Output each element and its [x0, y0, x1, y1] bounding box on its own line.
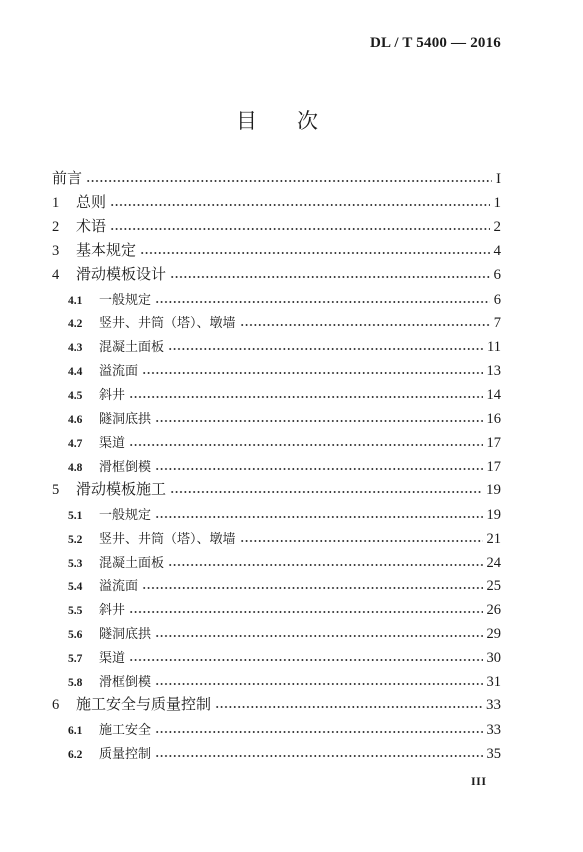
toc-entry-title: 滑动模板施工 [76, 481, 167, 498]
toc-entry-page: 25 [486, 578, 501, 595]
toc-leader-dots [170, 490, 482, 494]
toc-entry-title: 渠道 [99, 650, 126, 666]
standard-code-header: DL / T 5400 — 2016 [370, 35, 501, 51]
toc-entry-title: 溢流面 [99, 363, 139, 379]
toc-entry-foreword [52, 168, 501, 192]
toc-entry-page: 2 [493, 218, 501, 235]
toc-subentry [52, 598, 501, 622]
toc-entry-number: 2 [52, 218, 60, 235]
toc-leader-dots [129, 443, 482, 447]
toc-entry-number: 4.6 [68, 414, 83, 427]
toc-entry-number: 4.5 [68, 390, 83, 403]
toc-entry-title: 滑框倒模 [99, 674, 152, 690]
toc-subentry [52, 622, 501, 646]
toc-leader-dots [155, 515, 482, 519]
toc-subentry [52, 646, 501, 670]
toc-subentry [52, 551, 501, 575]
toc-leader-dots [155, 730, 482, 734]
toc-entry [52, 479, 501, 503]
toc-entry-page: 7 [493, 315, 501, 332]
toc-entry-title: 基本规定 [76, 242, 137, 259]
toc-entry-number: 5.2 [68, 533, 83, 546]
toc-entry [52, 216, 501, 240]
toc-entry-page: 31 [486, 674, 501, 691]
toc-leader-dots [155, 754, 482, 758]
toc-entry-page: 4 [493, 242, 501, 259]
toc-entry-title: 隧洞底拱 [99, 411, 152, 427]
toc-subentry [52, 311, 501, 335]
toc-subentry [52, 407, 501, 431]
toc-leader-dots [129, 610, 482, 614]
toc-entry-title: 总则 [76, 194, 107, 211]
toc-entry-page: 13 [486, 363, 501, 380]
toc-leader-dots [142, 371, 482, 375]
toc-subentry [52, 431, 501, 455]
toc-entry-number: 5.5 [68, 605, 83, 618]
toc-subentry [52, 718, 501, 742]
toc-entry-title: 混凝土面板 [99, 339, 165, 355]
toc-entry-page: 33 [486, 696, 501, 713]
toc-leader-dots [168, 347, 483, 351]
toc-entry-number: 4.2 [68, 318, 83, 331]
toc-entry-number: 4.3 [68, 342, 83, 355]
toc-entry-number: 6 [52, 696, 60, 713]
toc-entry-title: 混凝土面板 [99, 554, 165, 570]
toc-entry-page: 33 [486, 721, 501, 738]
toc-leader-dots [129, 658, 482, 662]
toc-entry-number: 5.8 [68, 677, 83, 690]
toc-subentry [52, 503, 501, 527]
toc-entry-number: 5.7 [68, 653, 83, 666]
toc-entry-number: 5 [52, 481, 60, 498]
toc-entry-number: 1 [52, 194, 60, 211]
toc-entry-number: 6.1 [68, 724, 83, 737]
toc-entry-title: 施工安全与质量控制 [76, 696, 212, 713]
toc-subentry [52, 574, 501, 598]
toc-subentry [52, 455, 501, 479]
toc-subentry [52, 527, 501, 551]
toc-subentry [52, 670, 501, 694]
toc-entry-number: 5.1 [68, 509, 83, 522]
toc-entry-page: 29 [486, 626, 501, 643]
toc-entry-page: 1 [493, 194, 501, 211]
toc-entry [52, 240, 501, 264]
toc-entry-title: 施工安全 [99, 721, 152, 737]
toc-leader-dots [129, 395, 482, 399]
toc-entry-page: 26 [486, 602, 501, 619]
toc-leader-dots [240, 539, 483, 543]
toc-leader-dots [215, 705, 482, 709]
toc-leader-dots [110, 227, 489, 231]
page-footer-number: III [471, 774, 487, 788]
toc-entry [52, 192, 501, 216]
toc-entry-page: 14 [486, 387, 501, 404]
toc-entry-page: 17 [486, 434, 501, 451]
toc-leader-dots [142, 586, 482, 590]
toc-entry-number: 4.1 [68, 294, 83, 307]
toc-entry-number: 5.6 [68, 629, 83, 642]
toc-heading: 目次 [236, 109, 358, 133]
toc-entry-page: 16 [486, 411, 501, 428]
toc-entry-number: 4 [52, 266, 60, 283]
toc-entry-title: 一般规定 [99, 506, 152, 522]
toc-leader-dots [155, 467, 482, 471]
toc-entry-title: 滑动模板设计 [76, 266, 167, 283]
toc-leader-dots [170, 275, 489, 279]
toc-entry-number: 4.7 [68, 437, 83, 450]
toc-leader-dots [155, 419, 482, 423]
toc-entry-page: 19 [486, 506, 501, 523]
toc-entry-number: 5.4 [68, 581, 83, 594]
toc-entry-page: 19 [486, 481, 501, 498]
toc-leader-dots [155, 634, 482, 638]
toc-leader-dots [86, 179, 492, 183]
toc-entry-page: 17 [486, 458, 501, 475]
toc-entry-title: 竖井、井筒（塔）、墩墙 [99, 530, 236, 546]
toc-leader-dots [155, 300, 490, 304]
toc-subentry [52, 288, 501, 312]
toc-entry-title: 竖井、井筒（塔）、墩墙 [99, 315, 236, 331]
toc-entry-title: 质量控制 [99, 745, 152, 761]
toc-entry-title: 一般规定 [99, 291, 152, 307]
toc-entry-page: 6 [493, 266, 501, 283]
toc-entry-title: 渠道 [99, 434, 126, 450]
toc-entry-title: 斜井 [99, 387, 126, 403]
toc-entry-title: 术语 [76, 218, 107, 235]
toc-entry-number: 6.2 [68, 748, 83, 761]
toc-entry-number: 5.3 [68, 557, 83, 570]
toc-entry-title: 隧洞底拱 [99, 626, 152, 642]
toc-entry [52, 694, 501, 718]
toc-entry-page: 21 [486, 530, 501, 547]
toc-leader-dots [110, 203, 489, 207]
toc-entry-page: 11 [487, 339, 501, 356]
toc-entry-title: 滑框倒模 [99, 458, 152, 474]
toc-entry-number: 4.4 [68, 366, 83, 379]
toc-subentry [52, 359, 501, 383]
toc-entry-title: 斜井 [99, 602, 126, 618]
toc-subentry [52, 742, 501, 766]
toc-entry-page: 6 [493, 291, 501, 308]
toc-entry-title: 溢流面 [99, 578, 139, 594]
toc-leader-dots [155, 682, 482, 686]
table-of-contents [52, 168, 501, 766]
toc-entry-number: 4.8 [68, 461, 83, 474]
toc-subentry [52, 335, 501, 359]
toc-leader-dots [140, 251, 489, 255]
toc-subentry [52, 383, 501, 407]
toc-leader-dots [240, 323, 490, 327]
toc-entry-page: 30 [486, 650, 501, 667]
toc-entry [52, 264, 501, 288]
toc-entry-number: 3 [52, 242, 60, 259]
toc-entry-page: I [496, 171, 501, 187]
toc-entry-page: 35 [486, 745, 501, 762]
toc-entry-page: 24 [486, 554, 501, 571]
toc-leader-dots [168, 563, 482, 567]
toc-entry-title: 前言 [52, 171, 83, 187]
